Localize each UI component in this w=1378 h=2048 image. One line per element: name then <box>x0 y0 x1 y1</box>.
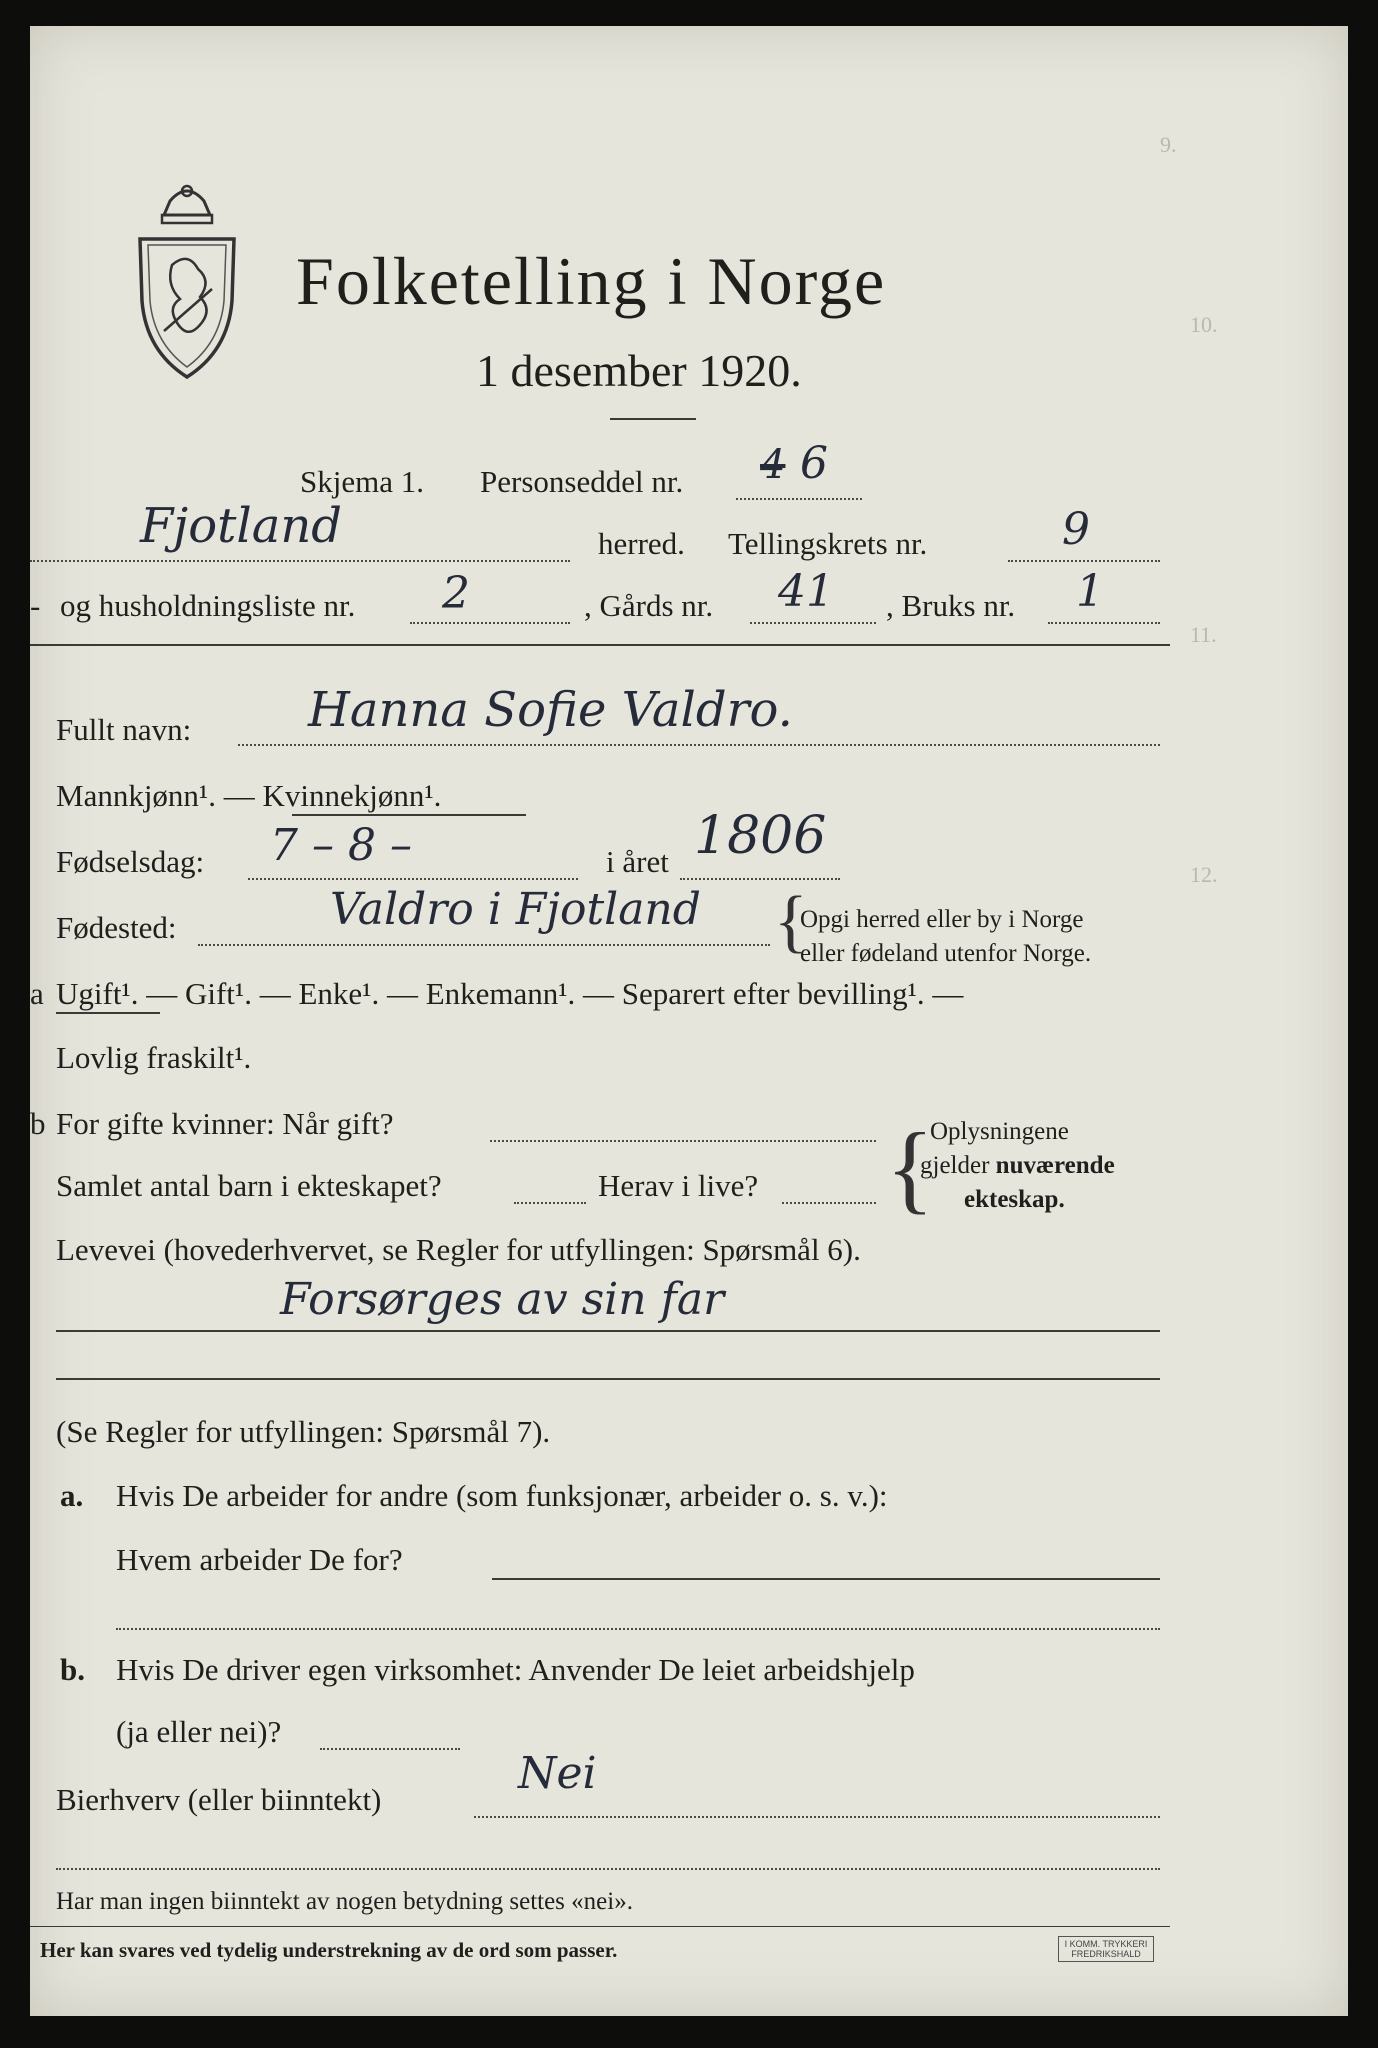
tellingskrets-line <box>1008 560 1160 562</box>
footer-note: Her kan svares ved tydelig understrekning av de ord som passer. <box>40 1938 618 1962</box>
b-text: Hvis De driver egen virksomhet: Anvender De leiet arbeidshjelp <box>116 1652 915 1687</box>
fodselsdag-line <box>248 878 578 880</box>
printer-stamp: I KOMM. TRYKKERI FREDRIKSHALD <box>1058 1936 1154 1962</box>
bruks-value[interactable]: 1 <box>1076 566 1104 617</box>
margin-letter-b: b <box>30 1106 46 1141</box>
marriage-note-1: Oplysningene <box>930 1118 1069 1145</box>
margin-letter-a: a <box>30 976 44 1011</box>
bruks-label: , Bruks nr. <box>886 588 1016 623</box>
fodested-note-2: eller fødeland utenfor Norge. <box>800 940 1092 967</box>
husholdningsliste-line <box>410 622 570 624</box>
levevei-label: Levevei (hovederhvervet, se Regler for utfyllingen: Spørsmål 6). <box>56 1232 861 1267</box>
bruks-line <box>1048 622 1160 624</box>
skjema-label: Skjema 1. <box>300 464 424 499</box>
tellingskrets-value[interactable]: 9 <box>1062 504 1090 555</box>
fodested-line <box>198 944 770 946</box>
sivilstand-options: Ugift¹. — Gift¹. — Enke¹. — Enkemann¹. — Separert efter bevilling¹. — <box>56 976 964 1011</box>
b-marker: b. <box>60 1652 85 1687</box>
a-answer-line-2 <box>116 1628 1160 1630</box>
fodested-value[interactable]: Valdro i Fjotland <box>330 884 701 935</box>
fullt-navn-line <box>238 744 1160 746</box>
fodested-brace: { <box>774 883 808 960</box>
a-marker: a. <box>60 1478 84 1513</box>
bierhverv-value[interactable]: Nei <box>518 1748 597 1799</box>
b-question: (ja eller nei)? <box>116 1714 282 1749</box>
fullt-navn-value[interactable]: Hanna Sofie Valdro. <box>308 682 793 738</box>
levevei-line-1 <box>56 1330 1160 1332</box>
barn-line <box>514 1202 586 1204</box>
regler-7: (Se Regler for utfyllingen: Spørsmål 7). <box>56 1414 551 1449</box>
a-answer-line <box>492 1578 1160 1580</box>
title-rule <box>610 418 696 420</box>
gards-label: , Gårds nr. <box>584 588 714 623</box>
i-aret-value[interactable]: 1806 <box>694 806 827 866</box>
marriage-brace: { <box>886 1112 934 1223</box>
bierhverv-label: Bierhverv (eller biinntekt) <box>56 1782 382 1817</box>
kjonn-options: Mannkjønn¹. — Kvinnekjønn¹. <box>56 778 442 813</box>
herred-label: herred. <box>598 526 685 561</box>
husholdningsliste-label: og husholdningsliste nr. <box>60 588 356 623</box>
tellingskrets-label: Tellingskrets nr. <box>728 526 928 561</box>
coat-of-arms-icon <box>128 181 246 381</box>
herred-value[interactable]: Fjotland <box>140 498 342 554</box>
herav-label: Herav i live? <box>598 1168 759 1203</box>
marriage-note-3: ekteskap. <box>964 1186 1065 1213</box>
struck-number: 4 <box>760 442 786 488</box>
fullt-navn-label: Fullt navn: <box>56 712 192 747</box>
sivilstand-options-2: Lovlig fraskilt¹. <box>56 1040 252 1075</box>
census-date: 1 desember 1920. <box>476 345 802 396</box>
levevei-line-2 <box>56 1378 1160 1380</box>
footer-rule <box>30 1926 1170 1927</box>
levevei-value[interactable]: Forsørges av sin far <box>280 1274 725 1325</box>
personseddel-line <box>736 498 862 500</box>
gifte-line <box>490 1140 876 1142</box>
a-text: Hvis De arbeider for andre (som funksjonær, arbeider o. s. v.): <box>116 1478 888 1513</box>
herav-line <box>782 1202 876 1204</box>
gards-value[interactable]: 41 <box>778 566 834 617</box>
section-rule <box>30 644 1170 646</box>
husholdningsliste-value[interactable]: 2 <box>442 568 470 619</box>
gifte-label: For gifte kvinner: Når gift? <box>56 1106 394 1141</box>
personseddel-label: Personseddel nr. <box>480 464 684 499</box>
fodested-note-1: Opgi herred eller by i Norge <box>800 906 1084 933</box>
line-prefix: - <box>30 588 41 623</box>
barn-label: Samlet antal barn i ekteskapet? <box>56 1168 442 1203</box>
nei-note: Har man ingen biinntekt av nogen betydning settes «nei». <box>56 1888 633 1915</box>
herred-line <box>30 560 570 562</box>
ugift-underline <box>56 1012 160 1014</box>
a-question: Hvem arbeider De for? <box>116 1542 403 1577</box>
fodselsdag-label: Fødselsdag: <box>56 844 205 879</box>
form-title: Folketelling i Norge <box>296 243 887 319</box>
kvinnekjonn-underline <box>292 814 526 816</box>
personseddel-value[interactable]: 6 <box>800 438 828 489</box>
fodested-label: Fødested: <box>56 910 177 945</box>
b-answer-line <box>320 1748 460 1750</box>
bierhverv-line-2 <box>56 1868 1160 1870</box>
fodselsdag-value[interactable]: 7 – 8 – <box>270 820 412 871</box>
census-form: 9. 10. 11. 12. Folketelling i Norge 1 desember 1920. Skjema 1. Personseddel nr. 6 4 Fjotland herred. Tellingskrets nr. 9 - og husholdningsliste nr. 2 , Gårds nr. 41 , Bruks nr. 1 Fullt navn: Hanna Sofie Valdro. Mannkjønn¹. — Kvinnekjønn¹. Fødselsdag: 7 – 8 – i året 1806 Fødested: Valdro i Fjotland { Opgi herred eller by i Norge eller fødeland utenfor Norge. a Ugift¹. — Gift¹. — Enke¹. — Enkemann¹. — Separert efter bevilling¹. — Lovlig fraskilt¹. b For gifte kvinner: Når gift? Samlet antal barn i ekteskapet? Herav i live? { Oplysningene gjelder nuværende ekteskap. Levevei (hovederhvervet, se Regler for utfyllingen: Spørsmål 6). Forsørges av sin far (Se Regler for utfyllingen: Spørsmål 7). a. Hvis De arbeider for andre (som funksjonær, arbeider o. s. v.): Hvem arbeider De for? b. Hvis De driver egen virksomhet: Anvender De leiet arbeidshjelp (ja eller nei)? Bierhverv (eller biinntekt) Nei Har man ingen biinntekt av nogen betydning settes «nei». Her kan svares ved tydelig understrekning av de ord som passer. I KOMM. TRYKKERI FREDRIKSHALD <box>30 26 1348 2016</box>
gards-line <box>750 622 876 624</box>
i-aret-label: i året <box>606 844 669 879</box>
i-aret-line <box>680 878 840 880</box>
marriage-note-2: gjelder nuværende <box>920 1152 1115 1179</box>
bierhverv-line <box>474 1816 1160 1818</box>
